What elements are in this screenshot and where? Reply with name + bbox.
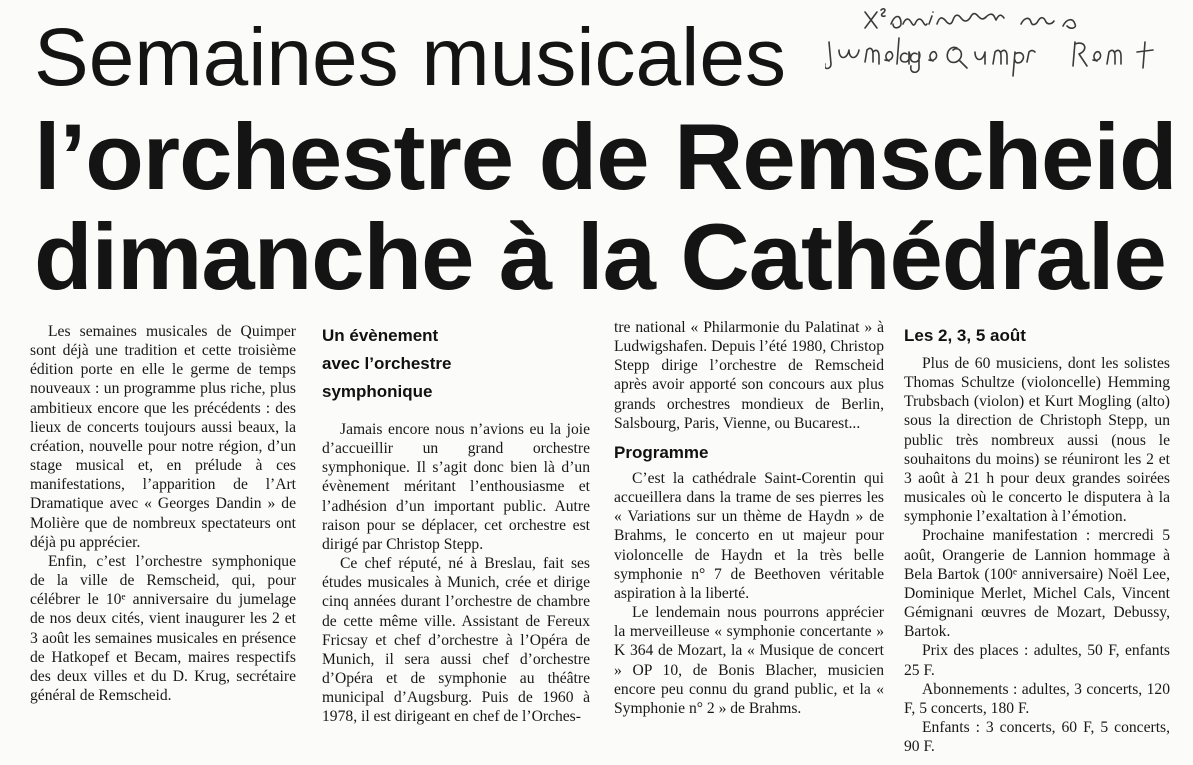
- column-3-paragraph-continued: tre national « Philarmonie du Palatinat » à Ludwigshafen. Depuis l’été 1980, Christop Stepp dirige l’orchestre de Remscheid après avoir apporté son concours aux plus grands orchestres mondieux de Berlin, Salsbourg, Paris, Vienne, ou Bucarest...: [614, 319, 884, 432]
- column-4-paragraph-1: Plus de 60 musiciens, dont les solistes Thomas Schultze (violoncelle) Hemming Trubsbach (violon) et Kurt Mogling (alto) sous la direction de Christoph Stepp, un public très nombreux aussi (nous le souhaitons du moins) se réuniront les 2 et 3 août à 21 h pour deux grandes soirées musicales où le concerto le disputera à la symphonie l’exaltation à l’émotion.: [904, 355, 1170, 526]
- headline-line-3: dimanche à la Cathédrale: [34, 204, 1166, 309]
- column-4-paragraph-2: Prochaine manifestation : mercredi 5 août, Orangerie de Lannion hommage à Bela Bartok (100ᵉ anniversaire) Noël Lee, Dominique Merlet, Michel Cals, Vincent Gémignani œuvres de Mozart, Debussy, Bartok.: [904, 527, 1170, 641]
- column-1: [30, 322, 296, 705]
- column-2: [322, 322, 590, 727]
- subheading-line-1: Un évènement: [322, 326, 439, 345]
- ticket-prices: Prix des places : adultes, 50 F, enfants 25 F.: [904, 642, 1170, 679]
- column-3-paragraph-2: Le lendemain nous pourrons apprécier la merveilleuse « symphonie concertante » K 364 de Mozart, la « Musique de concert » OP 10, de Bonis Blacher, musicien encore peu connu du grand public, et la « Symphonie n° 2 » de Brahms.: [614, 604, 884, 717]
- column-2-paragraph-1: Jamais encore nous n’avions eu la joie d’accueillir un grand orchestre symphonique. Il s’agit donc bien là d’un évènement méritant l’enthousiasme et l’adhésion d’un important public. Autre raison pour se déplacer, cet orchestre est dirigé par Christop Stepp.: [322, 421, 590, 553]
- subscriptions-adults: Abonnements : adultes, 3 concerts, 120 F, 5 concerts, 180 F.: [904, 680, 1170, 717]
- subheading-line-2: avec l’orchestre: [322, 354, 452, 373]
- column-3-paragraph-1: C’est la cathédrale Saint-Corentin qui accueillera dans la trame de ses pierres les « Variations sur un thème de Haydn » de Brahms, le concerto en ut majeur pour violoncelle de Haydn et la très belle symphonie n° 7 de Beethoven véritable aspiration à la liberté.: [614, 469, 884, 602]
- column-2-paragraph-2: Ce chef réputé, né à Breslau, fait ses études musicales à Munich, crée et dirige cinq années durant l’orchestre de chambre de cette même ville. Assistant de Fereux Fricsay et chef d’orchestre à l’Opéra de Munich, il sera aussi chef d’orchestre d’Opéra et de symphonie au théâtre municipal d’Augsburg. Puis de 1960 à 1978, il est dirigeant en chef de l’Orches-: [322, 555, 590, 726]
- subheading-line-3: symphonique: [322, 382, 433, 401]
- programme-heading: Programme: [614, 442, 709, 462]
- handwritten-note: [825, 2, 1190, 82]
- column-4: [904, 322, 1170, 756]
- handwritten-note-scribble: [825, 2, 1190, 82]
- subscriptions-children: Enfants : 3 concerts, 60 F, 5 concerts, 90 F.: [904, 718, 1170, 756]
- dates-heading: Les 2, 3, 5 août: [904, 326, 1026, 345]
- column-1-paragraph-2: Enfin, c’est l’orchestre symphonique de la ville de Remscheid, qui, pour célébrer le 10ᵉ anniversaire du jumelage de nos deux cités, vient inaugurer les 2 et 3 août les semaines musicales en présence de Hatkopef et Becam, maires respectifs des deux villes et du D. Krug, secrétaire général de Remscheid.: [30, 552, 296, 704]
- headline-line-1: Semaines musicales: [34, 12, 786, 103]
- headline-line-2: l’orchestre de Remscheid: [34, 104, 1177, 209]
- column-2-subheading: [322, 322, 590, 406]
- column-1-paragraph-1: Les semaines musicales de Quimper sont déjà une tradition et cette troisième édition porte en elle le germe de temps nouveaux : un programme plus riche, plus ambitieux encore que les précédents : des lieux de concerts toujours aussi beaux, la création, nouvelle pour notre région, d’un stage musical et, en prélude à ces manifestations, l’apparition de l’Art Dramatique avec « Georges Dandin » de Molière que de nombreux spectateurs ont déjà pu apprécier.: [30, 323, 296, 551]
- column-3: [614, 318, 884, 718]
